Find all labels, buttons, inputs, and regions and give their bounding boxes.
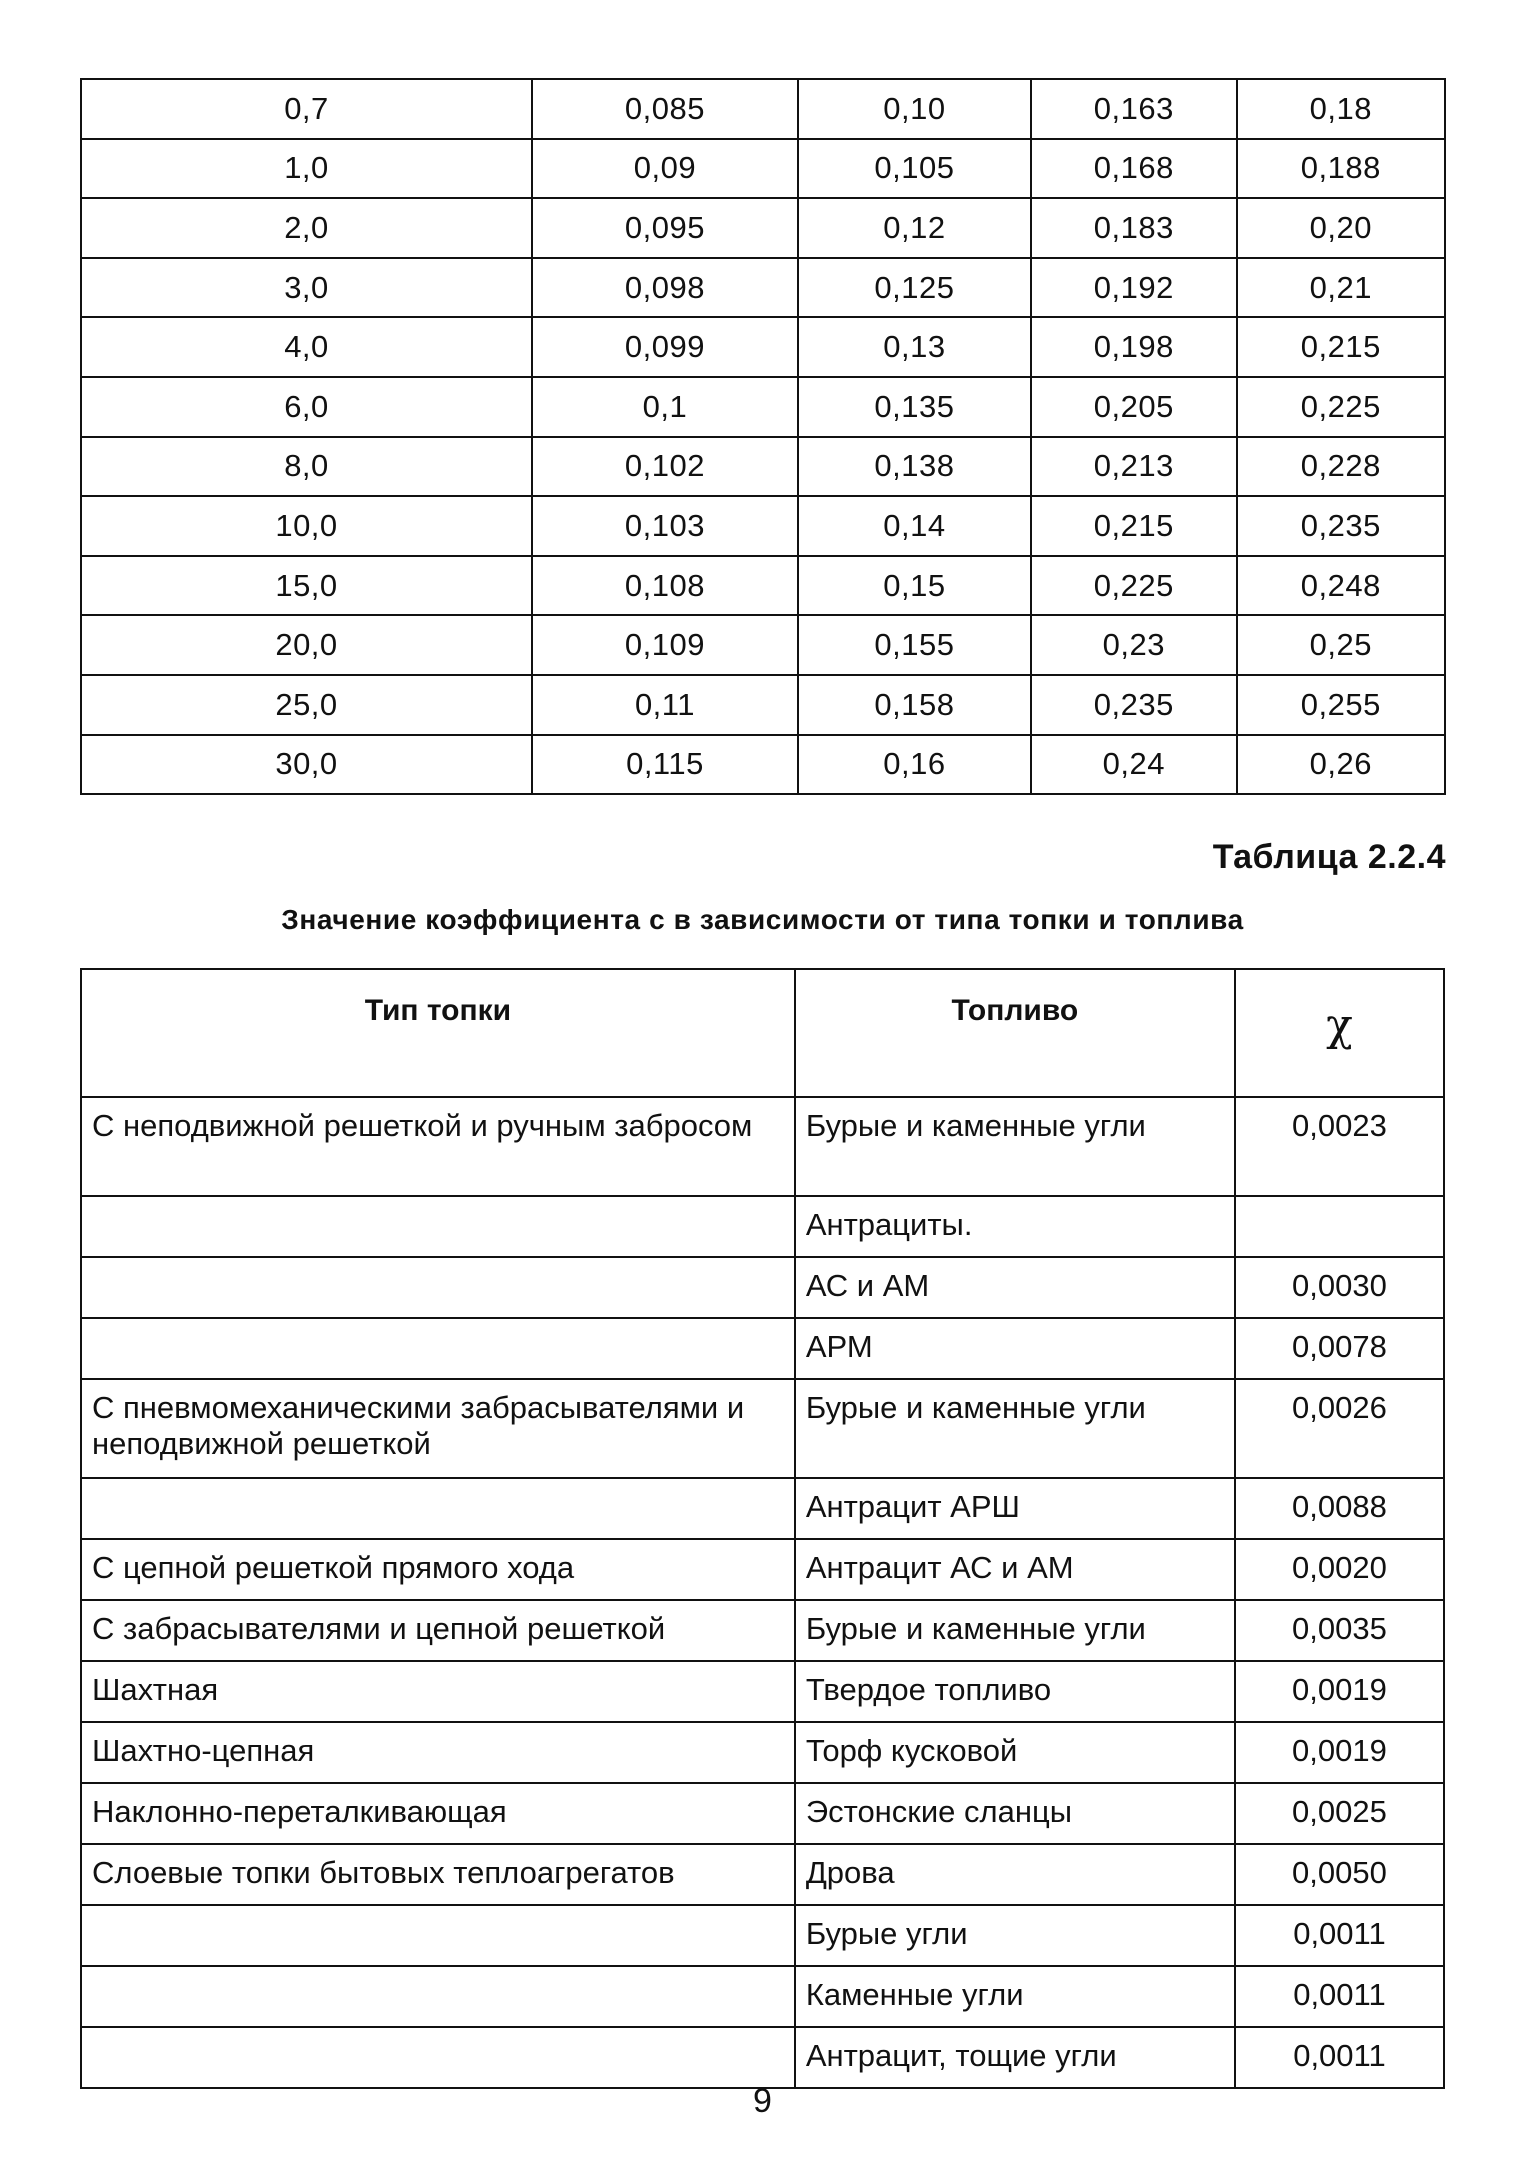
table-cell-col-e: 0,255: [1237, 675, 1445, 735]
chi-value-cell: 0,0030: [1235, 1257, 1444, 1318]
table-cell-col-b: 0,099: [532, 317, 798, 377]
table-cell-col-c: 0,155: [798, 615, 1031, 675]
table-row: [81, 2027, 1444, 2088]
fuel-cell: Антрацит АРШ: [795, 1478, 1235, 1539]
table-cell-col-c: 0,13: [798, 317, 1031, 377]
furnace-type-cell: [81, 1905, 795, 1966]
fuel-cell: Бурые и каменные угли: [795, 1600, 1235, 1661]
table-cell-col-a: 3,0: [81, 258, 532, 318]
chi-value-cell: 0,0025: [1235, 1783, 1444, 1844]
fuel-cell: Бурые и каменные угли: [795, 1097, 1235, 1196]
table-cell-col-b: 0,085: [532, 79, 798, 139]
table-row: [81, 1783, 1444, 1844]
table-row: [81, 1600, 1444, 1661]
table-row: [81, 1257, 1444, 1318]
table-cell-col-b: 0,11: [532, 675, 798, 735]
table-cell-col-c: 0,135: [798, 377, 1031, 437]
header-furnace-type: Тип топки: [81, 969, 795, 1097]
table-cell-col-e: 0,21: [1237, 258, 1445, 318]
table-cell-col-d: 0,235: [1031, 675, 1237, 735]
table-cell-col-e: 0,26: [1237, 735, 1445, 795]
chi-value-cell: 0,0078: [1235, 1318, 1444, 1379]
chi-value-cell: 0,0019: [1235, 1661, 1444, 1722]
table-cell-col-b: 0,115: [532, 735, 798, 795]
table-cell-col-e: 0,225: [1237, 377, 1445, 437]
table-cell-col-e: 0,228: [1237, 437, 1445, 497]
table-cell-col-a: 25,0: [81, 675, 532, 735]
table-cell-col-d: 0,168: [1031, 139, 1237, 199]
table-cell-col-a: 30,0: [81, 735, 532, 795]
furnace-type-cell: [81, 2027, 795, 2088]
table-cell-col-c: 0,125: [798, 258, 1031, 318]
furnace-type-cell: [81, 1257, 795, 1318]
table-cell-col-d: 0,205: [1031, 377, 1237, 437]
fuel-cell: АС и АМ: [795, 1257, 1235, 1318]
table-row: [81, 317, 1445, 377]
chi-value-cell: 0,0050: [1235, 1844, 1444, 1905]
fuel-cell: Антрациты.: [795, 1196, 1235, 1257]
furnace-type-cell: Слоевые топки бытовых теплоагрегатов: [81, 1844, 795, 1905]
fuel-cell: Бурые и каменные угли: [795, 1379, 1235, 1478]
table-cell-col-b: 0,109: [532, 615, 798, 675]
chi-value-cell: 0,0035: [1235, 1600, 1444, 1661]
furnace-type-cell: [81, 1966, 795, 2027]
table-row: [81, 496, 1445, 556]
table-row: [81, 735, 1445, 795]
table-cell-col-b: 0,098: [532, 258, 798, 318]
table-cell-col-d: 0,163: [1031, 79, 1237, 139]
furnace-type-cell: [81, 1478, 795, 1539]
table-row: [81, 1844, 1444, 1905]
table-row: [81, 1196, 1444, 1257]
fuel-cell: Дрова: [795, 1844, 1235, 1905]
table-row: [81, 258, 1445, 318]
table-cell-col-b: 0,108: [532, 556, 798, 616]
table-cell-col-d: 0,192: [1031, 258, 1237, 318]
chi-value-cell: 0,0011: [1235, 1905, 1444, 1966]
chi-value-cell: 0,0026: [1235, 1379, 1444, 1478]
table-row: [81, 615, 1445, 675]
table-cell-col-d: 0,225: [1031, 556, 1237, 616]
table-cell-col-b: 0,103: [532, 496, 798, 556]
header-fuel: Топливо: [795, 969, 1235, 1097]
chi-value-cell: 0,0011: [1235, 2027, 1444, 2088]
table-cell-col-e: 0,18: [1237, 79, 1445, 139]
table-cell-col-a: 2,0: [81, 198, 532, 258]
chi-value-cell: 0,0023: [1235, 1097, 1444, 1196]
table-cell-col-d: 0,183: [1031, 198, 1237, 258]
fuel-cell: Твердое топливо: [795, 1661, 1235, 1722]
table-row: [81, 556, 1445, 616]
furnace-type-cell: Наклонно-переталкивающая: [81, 1783, 795, 1844]
furnace-type-cell: [81, 1318, 795, 1379]
table-cell-col-e: 0,188: [1237, 139, 1445, 199]
table-cell-col-d: 0,215: [1031, 496, 1237, 556]
table-cell-col-d: 0,213: [1031, 437, 1237, 497]
table-cell-col-c: 0,15: [798, 556, 1031, 616]
furnace-type-cell: С неподвижной решеткой и ручным забросом: [81, 1097, 795, 1196]
chi-value-cell: 0,0011: [1235, 1966, 1444, 2027]
table-row: [81, 1097, 1444, 1196]
table-row: [81, 1661, 1444, 1722]
table-row: [81, 1478, 1444, 1539]
table-cell-col-e: 0,235: [1237, 496, 1445, 556]
furnace-type-cell: Шахтная: [81, 1661, 795, 1722]
fuel-cell: Антрацит АС и АМ: [795, 1539, 1235, 1600]
table-cell-col-c: 0,158: [798, 675, 1031, 735]
table-cell-col-b: 0,095: [532, 198, 798, 258]
table-cell-col-c: 0,14: [798, 496, 1031, 556]
table-cell-col-d: 0,23: [1031, 615, 1237, 675]
chi-value-cell: 0,0088: [1235, 1478, 1444, 1539]
table-row: [81, 1379, 1444, 1478]
table-cell-col-a: 1,0: [81, 139, 532, 199]
table-header-row: [81, 969, 1444, 1097]
chi-value-cell: 0,0020: [1235, 1539, 1444, 1600]
table-row: [81, 198, 1445, 258]
fuel-cell: Бурые угли: [795, 1905, 1235, 1966]
table-cell-col-a: 4,0: [81, 317, 532, 377]
table-row: [81, 675, 1445, 735]
table-row: [81, 1722, 1444, 1783]
table-cell-col-c: 0,10: [798, 79, 1031, 139]
fuel-cell: Торф кусковой: [795, 1722, 1235, 1783]
table-cell-col-d: 0,198: [1031, 317, 1237, 377]
chi-value-cell: 0,0019: [1235, 1722, 1444, 1783]
table-row: [81, 1539, 1444, 1600]
table-cell-col-a: 15,0: [81, 556, 532, 616]
table-cell-col-a: 8,0: [81, 437, 532, 497]
table-row: [81, 1318, 1444, 1379]
table-cell-col-c: 0,12: [798, 198, 1031, 258]
header-chi: χ: [1235, 969, 1444, 1097]
furnace-coefficient-table: [80, 968, 1445, 2089]
table-cell-col-a: 6,0: [81, 377, 532, 437]
furnace-type-cell: С забрасывателями и цепной решеткой: [81, 1600, 795, 1661]
table-row: [81, 139, 1445, 199]
page-number: 9: [753, 2082, 772, 2120]
table-row: [81, 1905, 1444, 1966]
table-cell-col-a: 20,0: [81, 615, 532, 675]
table-cell-col-e: 0,248: [1237, 556, 1445, 616]
furnace-type-cell: С пневмомеханическими забрасывателями и неподвижной решеткой: [81, 1379, 795, 1478]
table-row: [81, 1966, 1444, 2027]
table-cell-col-c: 0,16: [798, 735, 1031, 795]
table-cell-col-a: 10,0: [81, 496, 532, 556]
table-cell-col-b: 0,09: [532, 139, 798, 199]
furnace-type-cell: С цепной решеткой прямого хода: [81, 1539, 795, 1600]
furnace-type-cell: Шахтно-цепная: [81, 1722, 795, 1783]
table-cell-col-c: 0,105: [798, 139, 1031, 199]
table-cell-col-c: 0,138: [798, 437, 1031, 497]
fuel-cell: Эстонские сланцы: [795, 1783, 1235, 1844]
chi-value-cell: [1235, 1196, 1444, 1257]
table-label: Таблица 2.2.4: [1212, 838, 1446, 876]
table-cell-col-b: 0,1: [532, 377, 798, 437]
table-cell-col-a: 0,7: [81, 79, 532, 139]
table-row: [81, 377, 1445, 437]
table-cell-col-e: 0,215: [1237, 317, 1445, 377]
furnace-type-cell: [81, 1196, 795, 1257]
table-cell-col-d: 0,24: [1031, 735, 1237, 795]
table-caption: Значение коэффициента с в зависимости от типа топки и топлива: [281, 904, 1244, 935]
coefficient-table-continued: [80, 78, 1446, 795]
fuel-cell: Антрацит, тощие угли: [795, 2027, 1235, 2088]
table-row: [81, 79, 1445, 139]
table-cell-col-e: 0,20: [1237, 198, 1445, 258]
table-cell-col-b: 0,102: [532, 437, 798, 497]
fuel-cell: Каменные угли: [795, 1966, 1235, 2027]
fuel-cell: АРМ: [795, 1318, 1235, 1379]
table-row: [81, 437, 1445, 497]
table-cell-col-e: 0,25: [1237, 615, 1445, 675]
